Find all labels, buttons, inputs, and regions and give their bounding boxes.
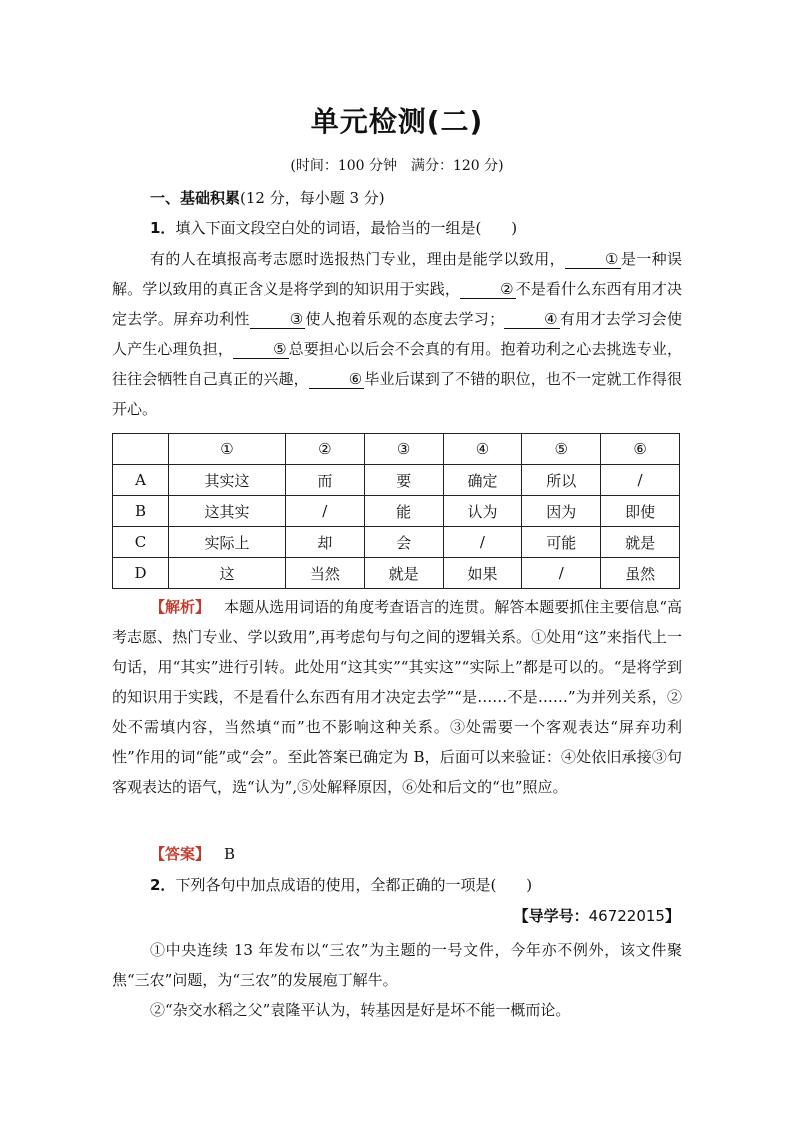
- guide-label: 【导学号：: [513, 907, 589, 925]
- blank-6: ⑥: [309, 370, 364, 389]
- table-cell: /: [443, 527, 522, 558]
- passage-text: 有的人在填报高考志愿时选报热门专业，理由是能学以致用，: [150, 250, 566, 268]
- table-cell: 所以: [522, 465, 601, 496]
- table-cell: 却: [285, 527, 364, 558]
- table-cell: ①: [169, 434, 286, 465]
- table-cell: B: [113, 496, 169, 527]
- answer-label: 【答案】: [150, 845, 211, 863]
- table-cell: 实际上: [169, 527, 286, 558]
- guide-number-value: 46722015: [588, 907, 665, 925]
- table-cell: 这: [169, 558, 286, 589]
- page-title: 单元检测(二): [310, 105, 484, 138]
- analysis-block: [112, 592, 682, 802]
- blank-4: ④: [504, 310, 559, 329]
- table-cell: 就是: [364, 558, 443, 589]
- blank-3: ③: [250, 310, 305, 329]
- question-1-passage: [112, 244, 682, 424]
- table-header-row: [113, 434, 680, 465]
- passage-text: 不是看什么东西有用才决定去学。屏弃功利性: [112, 280, 682, 328]
- blank-5: ⑤: [233, 340, 288, 359]
- question-2-item-1: ①中央连续 13 年发布以“三农”为主题的一号文件，今年亦不例外，该文件聚焦“三农”问题，为“三农”的发展庖丁解牛。: [112, 941, 682, 989]
- section-title: 一、基础积累: [150, 189, 241, 207]
- table-cell: ⑥: [601, 434, 680, 465]
- table-cell: D: [113, 558, 169, 589]
- table-cell: 能: [364, 496, 443, 527]
- table-cell: C: [113, 527, 169, 558]
- passage-text: 总要担心以后会不会真的有用。抱着功利之心去挑选专业，往往会牺牲自己真正的兴趣，: [112, 340, 682, 388]
- table-cell: 要: [364, 465, 443, 496]
- table-cell: 可能: [522, 527, 601, 558]
- table-cell: 如果: [443, 558, 522, 589]
- table-cell: 认为: [443, 496, 522, 527]
- analysis-label: 【解析】: [150, 598, 211, 616]
- passage-text: 有用才去学习会使人产生心理负担，: [112, 310, 682, 358]
- table-cell: 就是: [601, 527, 680, 558]
- table-cell: /: [285, 496, 364, 527]
- table-cell: 当然: [285, 558, 364, 589]
- question-2-item-2: ②“杂交水稻之父”袁隆平认为，转基因是好是坏不能一概而论。: [150, 1001, 571, 1019]
- table-cell: ②: [285, 434, 364, 465]
- section-note: (12 分，每小题 3 分): [240, 189, 385, 207]
- table-cell: 会: [364, 527, 443, 558]
- table-cell: ④: [443, 434, 522, 465]
- question-2-number: 2．: [150, 876, 176, 894]
- blank-2: ②: [460, 280, 515, 299]
- passage-text: 是一种误解。学以致用的真正含义是将学到的知识用于实践，: [112, 250, 682, 298]
- exam-meta: (时间：100 分钟 满分：120 分): [290, 158, 504, 174]
- question-1-number: 1．: [150, 219, 176, 237]
- blank-1: ①: [565, 250, 620, 269]
- table-cell: 虽然: [601, 558, 680, 589]
- analysis-text: 本题从选用词语的角度考查语言的连贯。解答本题要抓住主要信息“高考志愿、热门专业、学以致用”,再考虑句与句之间的逻辑关系。①处用“这”来指代上一句话，用“其实”进行引转。此处用“这其实”“其实这”“实际上”都是可以的。“是将学到的知识用于实践，不是看什么东西有用才决定去学”“是……不是……”为并列关系，②处不需填内容，当然填“而”也不影响这种关系。③处需要一个客观表达“屏弃功利性”作用的词“能”或“会”。至此答案已确定为 B，后面可以来验证：④处依旧承接③句客观表达的语气，选“认为”,⑤处解释原因，⑥处和后文的“也”照应。: [112, 598, 682, 796]
- passage-text: 毕业后谋到了不错的职位，也不一定就工作得很开心。: [112, 370, 682, 418]
- guide-number: [0, 905, 680, 926]
- guide-close: 】: [664, 907, 680, 925]
- table-row: [113, 527, 680, 558]
- question-1-stem: [150, 217, 517, 238]
- table-cell: A: [113, 465, 169, 496]
- table-cell: ⑤: [522, 434, 601, 465]
- table-cell: 而: [285, 465, 364, 496]
- table-cell: 确定: [443, 465, 522, 496]
- options-table: [112, 433, 680, 589]
- table-row: [113, 496, 680, 527]
- table-cell: [113, 434, 169, 465]
- table-cell: /: [522, 558, 601, 589]
- passage-text: 使人抱着乐观的态度去学习；: [305, 310, 505, 328]
- answer-text: B: [224, 845, 236, 863]
- table-row: [113, 465, 680, 496]
- table-cell: /: [601, 465, 680, 496]
- answer-block: [112, 839, 682, 869]
- table-cell: 因为: [522, 496, 601, 527]
- table-cell: ③: [364, 434, 443, 465]
- table-cell: 即使: [601, 496, 680, 527]
- question-2-text: 下列各句中加点成语的使用，全都正确的一项是( ): [175, 876, 533, 894]
- question-1-text: 填入下面文段空白处的词语，最恰当的一组是( ): [175, 219, 518, 237]
- table-cell: 这其实: [169, 496, 286, 527]
- table-cell: 其实这: [169, 465, 286, 496]
- table-row: [113, 558, 680, 589]
- question-2-stem: [150, 874, 532, 895]
- section-heading: [150, 187, 385, 208]
